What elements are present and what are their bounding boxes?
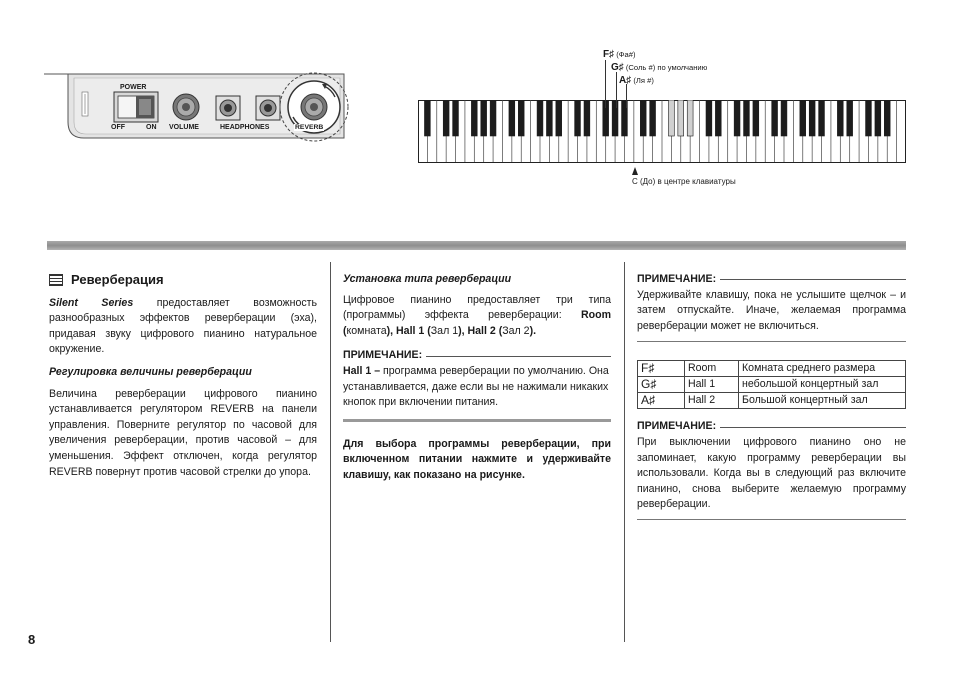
intro-text: предоставляет возможность разнообразных эффектов реверберации (эха), придавая звуку цифрового пианино натуральное окружение. (49, 296, 318, 356)
table-name-cell: Hall 2 (685, 393, 739, 409)
hall2-name: Hall 2 ( (467, 324, 503, 337)
black-key (546, 100, 552, 136)
note1-title-text: ПРИМЕЧАНИЕ: (637, 273, 717, 285)
table-key-cell: A♯ (638, 393, 685, 409)
column-divider (624, 262, 625, 642)
table-name-cell: Room (685, 361, 739, 377)
column-3 (637, 272, 906, 520)
off-label: OFF (111, 124, 125, 131)
as-note: A♯ (619, 75, 632, 86)
panel-logo-icon (82, 92, 88, 116)
black-key (706, 100, 712, 136)
black-key (584, 100, 590, 136)
black-key (837, 100, 843, 136)
note2-title-text: ПРИМЕЧАНИЕ: (637, 420, 717, 433)
hall1-ru: Зал 1 (430, 324, 459, 337)
table-name-cell: Hall 1 (685, 377, 739, 393)
note-heading (343, 348, 611, 364)
highlighted-black-key (678, 100, 684, 136)
black-key (819, 100, 825, 136)
black-key (734, 100, 740, 136)
note1-paragraph: Удерживайте клавишу, пока не услышите щелчок – и затем отпускайте. Иначе, желаемая программа реверберации может не включиться. (637, 288, 906, 332)
sep2: ), (458, 324, 468, 337)
table-desc-cell: небольшой концертный зал (739, 377, 906, 393)
middle-c-label: C (До) в центре клавиатуры (632, 177, 736, 186)
sep1: ), (386, 324, 397, 337)
headphone-jack-icon (256, 96, 280, 120)
headphones-label: HEADPHONES (220, 124, 270, 131)
table-desc-cell: Большой концертный зал (739, 393, 906, 409)
page-number: 8 (28, 632, 36, 647)
black-key (640, 100, 646, 136)
black-key (537, 100, 543, 136)
section-heading (49, 272, 317, 288)
section-title: Реверберация (71, 272, 164, 287)
hall2-ru: Зал 2 (502, 324, 530, 337)
black-key (800, 100, 806, 136)
gs-text: (Соль #) по умолчанию (625, 63, 708, 72)
column-divider (330, 262, 331, 642)
gs-label (611, 62, 707, 73)
note-heading (637, 272, 906, 288)
on-label: ON (146, 124, 157, 131)
control-panel-illustration (44, 62, 364, 152)
table-desc-cell: Комната среднего размера (739, 361, 906, 377)
note-paragraph (343, 364, 611, 411)
middle-c-arrow-icon (632, 167, 638, 175)
note-title-text: ПРИМЕЧАНИЕ: (343, 349, 423, 362)
black-key (781, 100, 787, 136)
reverb-type-paragraph (343, 293, 611, 340)
table-row (638, 393, 906, 409)
as-text: (Ля #) (633, 76, 654, 85)
black-key (884, 100, 890, 136)
black-key (650, 100, 656, 136)
note-end-rule (343, 419, 611, 422)
room-ru: комната (346, 324, 387, 337)
product-name: Silent Series (49, 296, 134, 309)
black-key (772, 100, 778, 136)
as-pointer-line (626, 84, 627, 108)
black-key (471, 100, 477, 136)
gs-pointer-line (616, 72, 617, 108)
column-2 (343, 272, 611, 484)
table-key-cell: G♯ (638, 377, 685, 393)
table-row (638, 361, 906, 377)
volume-knob-icon (173, 94, 199, 120)
intro-paragraph (49, 296, 317, 358)
table-key-cell: F♯ (638, 361, 685, 377)
reverb-label: REVERB (295, 124, 324, 131)
heading-lines-icon (49, 274, 63, 286)
black-key (518, 100, 524, 136)
black-key (847, 100, 853, 136)
volume-label: VOLUME (169, 124, 199, 131)
as-label (619, 75, 654, 86)
fs-pointer-line (605, 60, 606, 108)
black-key (509, 100, 515, 136)
black-key (715, 100, 721, 136)
black-key (809, 100, 815, 136)
black-key (556, 100, 562, 136)
note1-end-rule (637, 341, 906, 342)
keyboard-illustration (418, 100, 906, 166)
note2-end-rule (637, 519, 906, 520)
note-heading (637, 419, 906, 435)
black-key (753, 100, 759, 136)
power-label: POWER (120, 84, 147, 91)
highlighted-black-key (668, 100, 674, 136)
column-1 (49, 272, 317, 480)
black-key (575, 100, 581, 136)
reverb-type-text: Цифровое пианино предоставляет три типа (программы) эффекта реверберации: (343, 293, 611, 322)
fs-note: F♯ (603, 49, 615, 60)
table-row (638, 377, 906, 393)
room-name: Room ( (343, 309, 611, 337)
fs-text: (Фа#) (616, 50, 636, 59)
note2-paragraph: При выключении цифрового пианино оно не запоминает, какую программу реверберации вы использовали. Когда вы в следующий раз включите пианино, снова выберите желаемую программу реверберации. (637, 435, 906, 511)
black-key (424, 100, 430, 136)
headphone-jack-icon (216, 96, 240, 120)
note-text: программа реверберации по умолчанию. Она устанавливается, даже если вы не нажимали никаких кнопок при включении питания. (343, 364, 609, 409)
note-bold: Hall 1 – (343, 364, 381, 377)
subheading-reverb-amount: Регулировка величины реверберации (49, 365, 252, 378)
sep3: ). (529, 324, 537, 337)
black-key (866, 100, 872, 136)
black-key (481, 100, 487, 136)
black-key (744, 100, 750, 136)
power-switch-icon (114, 92, 158, 122)
fs-label (603, 49, 636, 60)
black-key (875, 100, 881, 136)
black-key (453, 100, 459, 136)
subheading-reverb-type: Установка типа реверберации (343, 273, 512, 285)
reverb-table (637, 360, 906, 409)
highlighted-black-key (687, 100, 693, 136)
hall1-name: Hall 1 ( (396, 324, 431, 337)
gs-note: G♯ (611, 62, 624, 73)
black-key (490, 100, 496, 136)
instruction-paragraph: Для выбора программы реверберации, при включенном питании нажмите и удерживайте клавишу, как показано на рисунке. (343, 437, 611, 481)
black-key (443, 100, 449, 136)
section-divider-bar (47, 241, 906, 250)
reverb-amount-paragraph: Величина реверберации цифрового пианино устанавливается регулятором REVERB на панели управления. Поверните регулятор по часовой для увеличения реверберации, против часовой – для уменьшения. Эффект отключен, когда регулятор REVERB повернут против часовой стрелки до упора. (49, 387, 317, 478)
